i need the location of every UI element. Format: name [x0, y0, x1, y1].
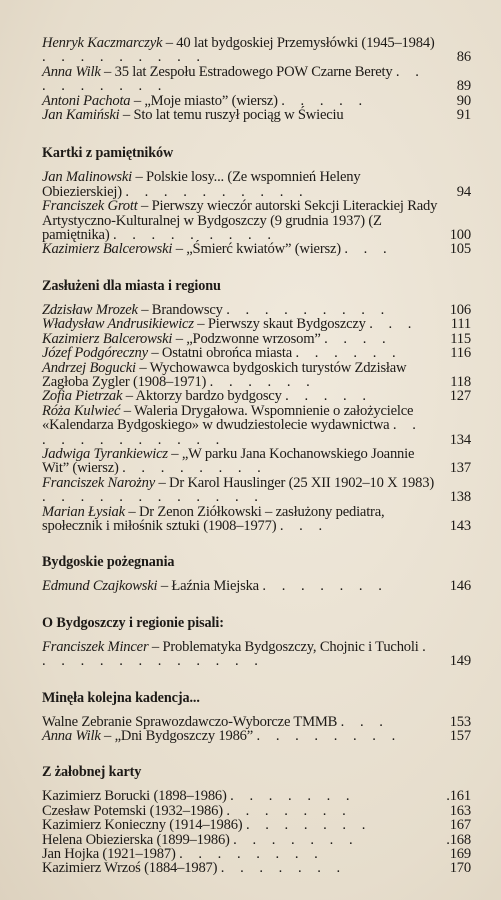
dot-leader: . . . . . . . .	[256, 728, 402, 744]
toc-entry	[42, 199, 471, 242]
entry-title: Kazimierz Wrzoś (1884–1987)	[42, 860, 218, 877]
section-spacer	[42, 257, 471, 278]
author-dash: –	[119, 107, 134, 124]
dot-leader: . . . . . . . .	[122, 460, 267, 477]
entry-page-number: 143	[449, 517, 471, 534]
dot-leader: . . . .	[324, 330, 392, 347]
entry-page-number: 170	[449, 860, 471, 877]
entry-title: 40 lat bydgoskiej Przemysłówki (1945–1984)	[176, 35, 435, 51]
entry-title: „Moje miasto” (wiersz)	[144, 92, 278, 109]
table-of-contents	[42, 36, 471, 876]
entry-page-number: 157	[449, 728, 471, 744]
dot-leader: . . .	[340, 713, 389, 730]
toc-entry	[42, 804, 471, 818]
entry-page-number: 134	[449, 431, 471, 448]
author-dash: –	[124, 503, 139, 520]
toc-entry	[42, 847, 471, 861]
toc-entry	[42, 789, 471, 803]
entry-page-number: 153	[449, 713, 471, 730]
section-spacer	[42, 533, 471, 554]
dot-leader: . . . . . . .	[262, 578, 388, 595]
entry-author: Andrzej Bogucki	[42, 359, 136, 376]
entry-author: Franciszek Mincer	[42, 638, 149, 655]
entry-author: Jan Malinowski	[42, 169, 133, 186]
entry-page-number: 138	[449, 489, 471, 506]
author-dash: –	[122, 388, 136, 405]
entry-author: Franciszek Grott	[42, 198, 138, 215]
author-dash: –	[167, 445, 182, 462]
dot-leader: . . . . . . . . . . . .	[42, 417, 422, 448]
toc-entry	[42, 108, 471, 122]
author-dash: –	[148, 638, 163, 655]
entry-page-number: .168	[446, 831, 471, 848]
entry-author: Róża Kulwieć	[42, 402, 121, 419]
author-dash: –	[155, 474, 170, 491]
entry-page-number: 90	[456, 92, 471, 109]
author-dash: –	[137, 301, 152, 318]
entry-title: Aktorzy bardzo bydgoscy	[135, 388, 282, 405]
entry-author: Józef Podgóreczny	[42, 345, 148, 362]
author-dash: –	[147, 345, 162, 362]
toc-entry	[42, 715, 471, 729]
entry-title: Kazimierz Konieczny (1914–1986)	[42, 817, 243, 834]
entry-title: 35 lat Zespołu Estradowego POW Czarne Berety	[114, 63, 393, 80]
entry-title: Helena Obiezierska (1899–1986)	[42, 831, 230, 848]
toc-entry	[42, 476, 471, 505]
entry-title: Walne Zebranie Sprawozdawczo-Wyborcze TMMB	[42, 713, 338, 730]
dot-leader: . . . . . . . . . .	[125, 183, 309, 200]
section-heading: Kartki z pamiętników	[42, 145, 174, 162]
toc-entry	[42, 36, 471, 65]
toc-section	[42, 122, 471, 256]
toc-entry	[42, 833, 471, 847]
section-spacer	[42, 122, 471, 145]
entry-title: Łaźnia Miejska	[171, 578, 259, 595]
toc-entry	[42, 640, 471, 669]
toc-entry	[42, 317, 471, 331]
entry-page-number: 127	[449, 388, 471, 405]
section-spacer	[42, 743, 471, 764]
dot-leader: . . . . . . . . .	[112, 227, 277, 244]
entry-author: Kazimierz Balcerowski	[42, 330, 173, 347]
entry-page-number: 111	[450, 316, 471, 333]
author-dash: –	[172, 241, 187, 258]
entry-author: Marian Łysiak	[42, 503, 125, 520]
toc-entry	[42, 65, 471, 94]
toc-entry	[42, 346, 471, 360]
dot-leader: . . . . . .	[295, 345, 402, 362]
dot-leader: . . . . . . .	[226, 802, 352, 819]
section-heading: Zasłużeni dla miasta i regionu	[42, 277, 221, 294]
entry-page-number: 115	[450, 330, 471, 347]
entry-author: Władysław Andrusikiewicz	[42, 316, 194, 333]
dot-leader: . . . . . . .	[233, 831, 359, 848]
toc-section	[42, 257, 471, 534]
entry-author: Henryk Kaczmarczyk	[42, 35, 163, 51]
toc-entry	[42, 729, 471, 743]
section-heading: Minęła kolejna kadencja...	[42, 689, 200, 706]
entry-page-number: 94	[456, 183, 471, 200]
entry-page-number: 118	[450, 373, 471, 390]
toc-entry	[42, 332, 471, 346]
entry-author: Jan Kamiński	[42, 107, 120, 124]
entry-title: Czesław Potemski (1932–1986)	[42, 802, 223, 819]
section-heading: Bydgoskie pożegnania	[42, 554, 175, 571]
dot-leader: . . . . . . . . .	[42, 63, 425, 95]
author-dash: –	[172, 330, 187, 347]
section-heading: O Bydgoszczy i regionie pisali:	[42, 614, 224, 631]
dot-leader: . . . . .	[281, 92, 369, 109]
entry-title: Jan Hojka (1921–1987)	[42, 846, 176, 863]
entry-author: Anna Wilk	[42, 63, 101, 80]
dot-leader: . . . . .	[285, 388, 372, 405]
dot-leader: . . . . . . .	[230, 788, 356, 805]
dot-leader: . . . . . . .	[245, 817, 372, 834]
toc-entry	[42, 404, 471, 447]
toc-entry	[42, 361, 471, 390]
entry-title: Pierwszy skaut Bydgoszczy	[207, 316, 366, 333]
author-dash: –	[137, 198, 152, 215]
author-dash: –	[135, 359, 150, 376]
entry-author: Jadwiga Tyrankiewicz	[42, 445, 168, 462]
entry-page-number: 100	[449, 227, 471, 244]
entry-title: Problematyka Bydgoszczy, Chojnic i Tucholi	[162, 638, 419, 655]
author-dash: –	[100, 63, 115, 80]
entry-page-number: 116	[450, 345, 471, 362]
toc-entry	[42, 94, 471, 108]
dot-leader: . . . . . . . . . . . .	[42, 489, 264, 506]
entry-page-number: 137	[449, 460, 471, 477]
toc-entry	[42, 505, 471, 534]
toc-entry	[42, 818, 471, 832]
entry-page-number: 149	[449, 653, 471, 670]
toc-entry	[42, 242, 471, 256]
entry-author: Edmund Czajkowski	[42, 578, 158, 595]
author-dash: –	[157, 578, 172, 595]
entry-author: Kazimierz Balcerowski	[42, 241, 173, 258]
toc-entry	[42, 861, 471, 875]
entry-page-number: .161	[446, 788, 471, 805]
entry-title: „Dni Bydgoszczy 1986”	[114, 728, 254, 744]
author-dash: –	[162, 35, 177, 51]
entry-page-number: 167	[449, 817, 471, 834]
author-dash: –	[130, 92, 145, 109]
entry-title: Wychowawca bydgoskich turystów Zdzisław Zagłoba Zygler (1908–1971)	[42, 359, 407, 390]
entry-page-number: 89	[456, 78, 471, 95]
entry-title: Brandowscy	[151, 301, 223, 318]
entry-title: Dr Karol Hauslinger (25 XII 1902–10 X 1983)	[169, 474, 434, 491]
dot-leader: . . . . . . . . .	[226, 301, 391, 318]
entry-title: Pierwszy wieczór autorski Sekcji Literackiej Rady Artystyczno-Kulturalnej w Bydgoszczy (9 grudnia 1937) (Z pamiętnika)	[42, 198, 438, 244]
entry-title: „Podzwonne wrzosom”	[186, 330, 321, 347]
entry-title: Kazimierz Borucki (1898–1986)	[42, 788, 227, 805]
dot-leader: . . . . . . . .	[179, 846, 324, 863]
entry-page-number: 146	[449, 578, 471, 595]
entry-author: Zofia Pietrzak	[42, 388, 123, 405]
author-dash: –	[132, 169, 147, 186]
entry-title: Ostatni obrońca miasta	[161, 345, 293, 362]
toc-entry	[42, 389, 471, 403]
entry-title: Sto lat temu ruszył pociąg w Świeciu	[133, 107, 344, 124]
section-spacer	[42, 594, 471, 615]
entry-page-number: 105	[449, 241, 471, 258]
entry-title: „Śmierć kwiatów” (wiersz)	[186, 241, 341, 258]
toc-section	[42, 669, 471, 744]
entry-page-number: 106	[449, 301, 471, 318]
entry-title: Waleria Drygałowa. Wspomnienie o założycielce «Kalendarza Bydgoskiego» w dwudziestolecie wydawnictwa	[42, 402, 414, 434]
dot-leader: . . .	[369, 316, 418, 333]
author-dash: –	[193, 316, 208, 333]
dot-leader: . . .	[279, 517, 329, 534]
entry-author: Antoni Pachota	[42, 92, 131, 109]
dot-leader: . . . . . .	[209, 373, 316, 390]
dot-leader: . . . . . . .	[220, 860, 347, 877]
toc-section	[42, 743, 471, 875]
entry-author: Franciszek Narożny	[42, 474, 156, 491]
toc-section	[42, 36, 471, 122]
toc-entry	[42, 170, 471, 199]
section-spacer	[42, 669, 471, 690]
toc-section	[42, 594, 471, 669]
entry-title: Polskie losy... (Ze wspomnień Heleny Obiezierskiej)	[42, 169, 361, 200]
entry-page-number: 163	[449, 802, 471, 819]
entry-author: Anna Wilk	[42, 728, 101, 744]
section-heading: Z żałobnej karty	[42, 764, 142, 781]
toc-entry	[42, 447, 471, 476]
toc-entry	[42, 579, 471, 593]
toc-section	[42, 533, 471, 593]
entry-page-number: 169	[449, 846, 471, 863]
entry-page-number: 86	[456, 49, 471, 66]
entry-title: Dr Zenon Ziółkowski – zasłużony pediatra, społecznik i miłośnik sztuki (1908–1977)	[42, 503, 385, 534]
toc-entry	[42, 303, 471, 317]
dot-leader: . . . . . . . . .	[42, 49, 207, 66]
dot-leader: . . . . . . . . . . . . .	[42, 638, 432, 670]
entry-title: „W parku Jana Kochanowskiego Joannie Wit” (wiersz)	[42, 445, 415, 477]
author-dash: –	[100, 728, 115, 744]
author-dash: –	[120, 402, 134, 419]
dot-leader: . . .	[344, 241, 393, 258]
entry-author: Zdzisław Mrozek	[42, 301, 138, 318]
entry-page-number: 91	[456, 107, 471, 124]
